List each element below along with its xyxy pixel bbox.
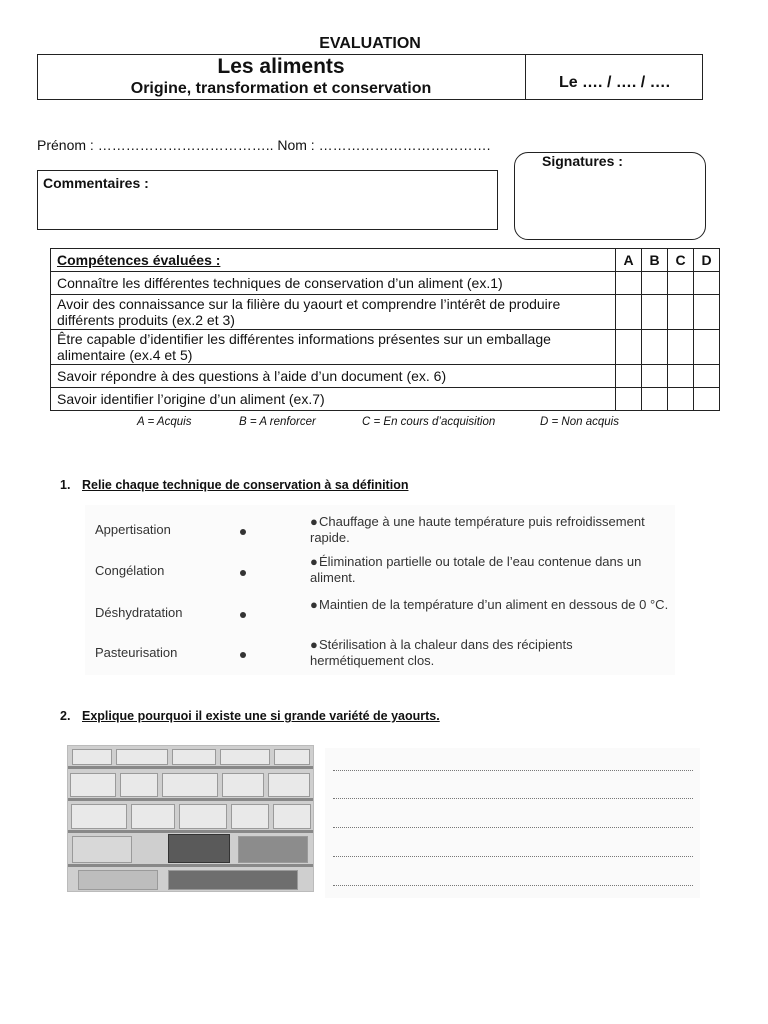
question-2-number: 2. [60,709,71,723]
grade-cell[interactable] [668,365,694,388]
grade-cell[interactable] [668,388,694,411]
grade-cell[interactable] [616,365,642,388]
date-field[interactable]: Le …. / …. / …. [558,74,671,91]
legend-b: B = A renforcer [239,416,316,428]
link-dot-right[interactable]: ● [310,597,318,612]
grade-d-header: D [694,249,720,272]
grade-cell[interactable] [694,295,720,330]
grade-cell[interactable] [668,272,694,295]
yogurt-pack [179,804,227,829]
grade-cell[interactable] [616,388,642,411]
link-dot-left[interactable] [240,612,246,618]
grade-cell[interactable] [668,330,694,365]
question-2-title [60,709,440,723]
answer-line[interactable] [333,856,693,857]
shelf [68,864,313,867]
yogurt-pack [70,773,116,797]
matching-exercise [85,505,675,675]
competences-header-row [51,249,720,272]
grade-cell[interactable] [694,272,720,295]
competence-text: Connaître les différentes techniques de conservation d’un aliment (ex.1) [51,272,616,295]
answer-line[interactable] [333,798,693,799]
definition-item [310,554,670,586]
grade-cell[interactable] [642,295,668,330]
yogurt-pack [238,836,308,863]
grade-cell[interactable] [642,330,668,365]
yogurt-pack [222,773,264,797]
table-row [51,272,720,295]
link-dot-right[interactable]: ● [310,514,318,529]
term-congelation: Congélation [95,563,165,578]
grade-cell[interactable] [642,365,668,388]
grade-cell[interactable] [694,365,720,388]
yogurt-shelf-photo [67,745,314,892]
definition-text: Maintien de la température d’un aliment en dessous de 0 °C. [319,597,669,612]
signatures-label: Signatures : [542,153,623,169]
yogurt-pack [220,749,270,765]
link-dot-left[interactable] [240,570,246,576]
shelf [68,830,313,833]
term-appertisation: Appertisation [95,522,171,537]
grade-cell[interactable] [694,388,720,411]
question-1-title [60,478,408,492]
evaluation-label: EVALUATION [319,35,421,52]
yogurt-pack [78,870,158,890]
yogurt-pack [168,870,298,890]
yogurt-pack [72,836,132,863]
yogurt-pack [162,773,218,797]
competences-table [50,248,720,411]
grade-cell[interactable] [694,330,720,365]
answer-area[interactable] [325,748,700,898]
table-row [51,330,720,365]
question-1-number: 1. [60,478,71,492]
table-row [51,388,720,411]
legend-d: D = Non acquis [540,416,619,428]
legend-a: A = Acquis [137,416,192,428]
comments-label: Commentaires : [43,175,149,191]
yogurt-pack [172,749,216,765]
header-title-cell [37,54,526,100]
competence-text: Savoir identifier l’origine d’un aliment (ex.7) [51,388,616,411]
yogurt-pack [131,804,175,829]
shelf [68,798,313,801]
answer-line[interactable] [333,770,693,771]
definition-item [310,514,670,546]
yogurt-pack [168,834,230,863]
grade-cell[interactable] [642,272,668,295]
table-row [51,295,720,330]
competences-header: Compétences évaluées : [51,249,616,272]
competence-text: Avoir des connaissance sur la filière du yaourt et comprendre l’intérêt de produire différents produits (ex.2 et 3) [51,295,616,330]
grade-cell[interactable] [616,330,642,365]
table-row [51,365,720,388]
link-dot-left[interactable] [240,529,246,535]
identity-line[interactable]: Prénom : ……………………………….. Nom : ………………………………. [37,137,491,153]
yogurt-pack [273,804,311,829]
question-2-text: Explique pourquoi il existe une si grande variété de yaourts. [82,709,440,723]
competence-text: Savoir répondre à des questions à l’aide d’un document (ex. 6) [51,365,616,388]
definition-text: Stérilisation à la chaleur dans des récipients hermétiquement clos. [310,637,573,668]
grade-c-header: C [668,249,694,272]
grade-cell[interactable] [616,295,642,330]
link-dot-left[interactable] [240,652,246,658]
grade-a-header: A [616,249,642,272]
definition-item [310,597,670,613]
question-1-text: Relie chaque technique de conservation à sa définition [82,478,409,492]
yogurt-pack [120,773,158,797]
grade-cell[interactable] [642,388,668,411]
answer-line[interactable] [333,827,693,828]
page-title: Les aliments [217,55,345,78]
grade-b-header: B [642,249,668,272]
yogurt-pack [274,749,310,765]
definition-text: Élimination partielle ou totale de l’eau contenue dans un aliment. [310,554,642,585]
term-pasteurisation: Pasteurisation [95,645,178,660]
grade-cell[interactable] [616,272,642,295]
grade-cell[interactable] [668,295,694,330]
yogurt-pack [71,804,127,829]
legend-c: C = En cours d’acquisition [362,416,496,428]
answer-line[interactable] [333,885,693,886]
shelf [68,766,313,769]
link-dot-right[interactable]: ● [310,554,318,569]
yogurt-pack [72,749,112,765]
term-deshydratation: Déshydratation [95,605,183,620]
yogurt-pack [231,804,269,829]
definition-item [310,637,670,669]
link-dot-right[interactable]: ● [310,637,318,652]
page-subtitle: Origine, transformation et conservation [130,80,432,97]
definition-text: Chauffage à une haute température puis refroidissement rapide. [310,514,645,545]
competence-text: Être capable d’identifier les différentes informations présentes sur un emballage alimentaire (ex.4 et 5) [51,330,616,365]
yogurt-pack [268,773,310,797]
yogurt-pack [116,749,168,765]
